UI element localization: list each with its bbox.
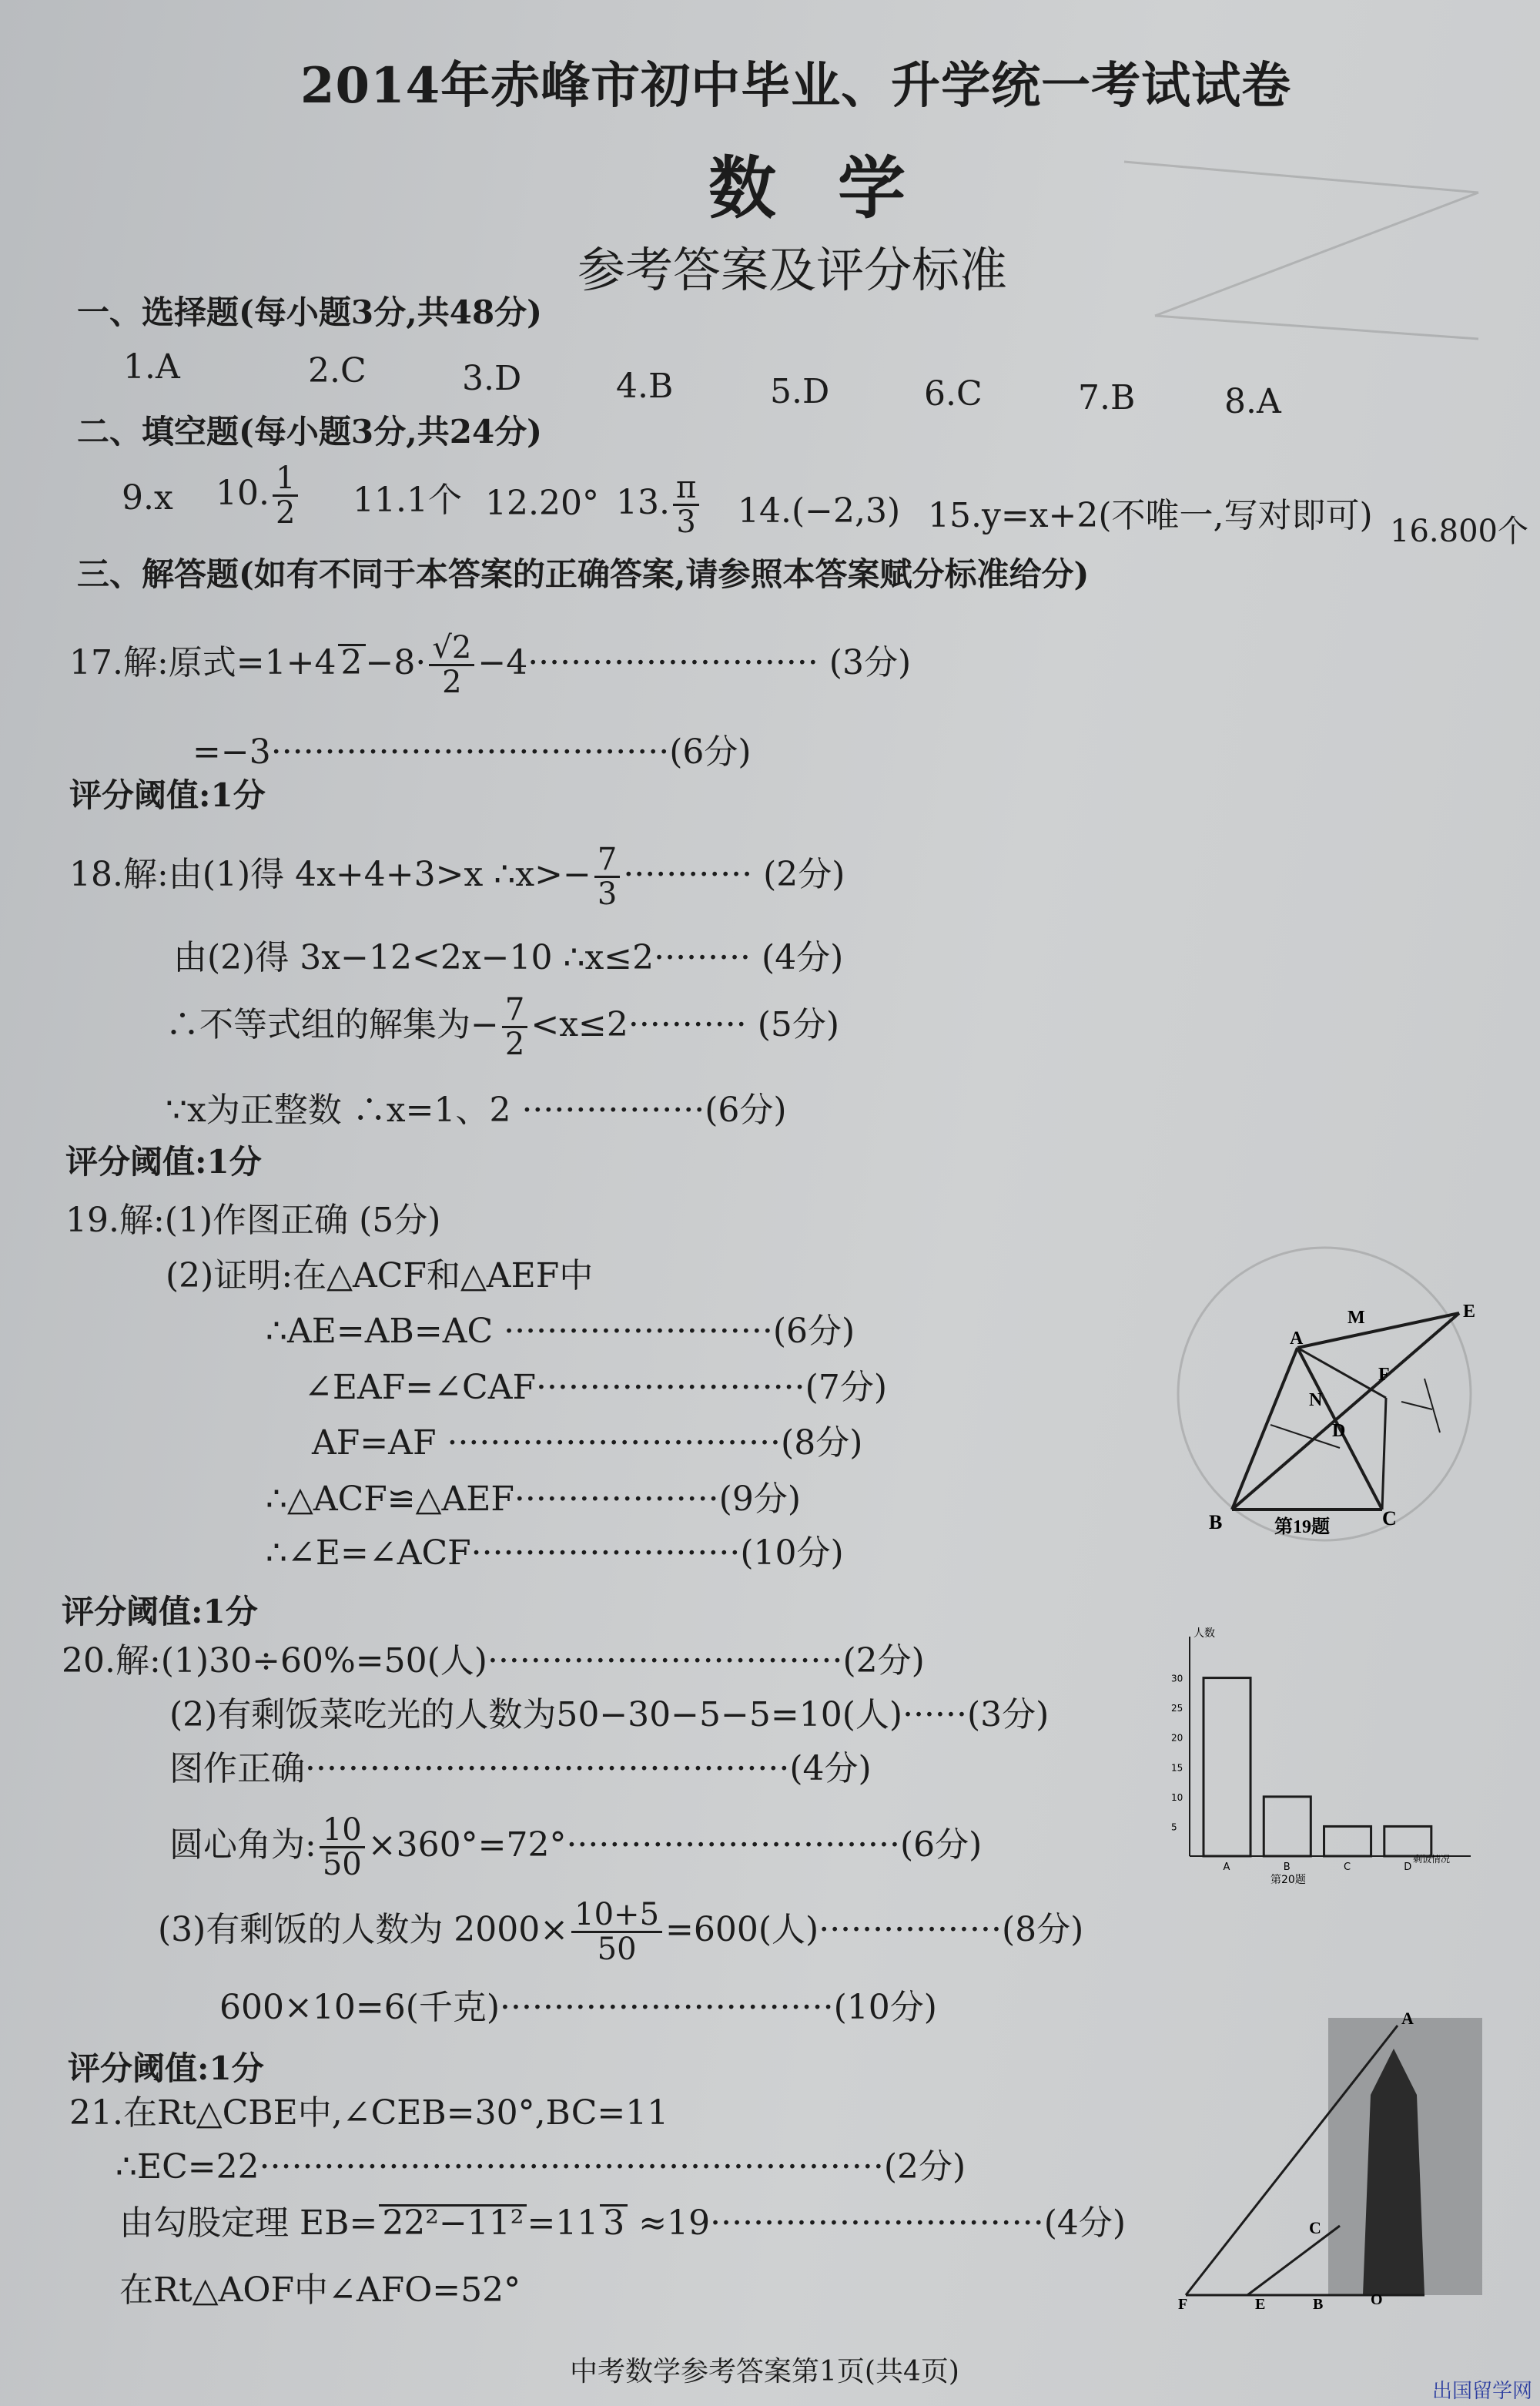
q18-threshold: 评分阈值:1分 xyxy=(65,1143,262,1181)
chart-y-tick-label: 25 xyxy=(1171,1703,1183,1714)
fraction xyxy=(502,994,527,1061)
q18-line2: 由(2)得 3x−12<2x−10 ∴x≤2········· (4分) xyxy=(173,938,844,977)
fraction-numerator: 1 xyxy=(273,462,298,497)
fig21-label-e: E xyxy=(1255,2296,1266,2313)
fraction-denominator: 3 xyxy=(597,876,618,912)
chart-bar xyxy=(1324,1826,1371,1856)
fill-answer-16: 16.800个 xyxy=(1390,514,1528,549)
q19-threshold: 评分阈值:1分 xyxy=(62,1593,258,1630)
chart-x-tick-label: D xyxy=(1404,1861,1412,1873)
fraction-denominator: 50 xyxy=(322,1847,362,1882)
fraction-numerator: 10 xyxy=(320,1814,365,1848)
q20-line5 xyxy=(158,1898,1083,1965)
fill-answer-11: 11.1个 xyxy=(353,481,462,520)
fig19-label-d: D xyxy=(1332,1421,1346,1441)
fig21-label-b: B xyxy=(1313,2296,1324,2313)
q18-line1 xyxy=(69,843,845,910)
page-title: 2014年赤峰市初中毕业、升学统一考试试卷 xyxy=(300,57,1292,115)
fig21-label-c: C xyxy=(1309,2218,1321,2237)
chart-x-tick-label: C xyxy=(1344,1861,1351,1873)
fraction-denominator: 3 xyxy=(676,504,696,540)
q20-text: (3)有剩饭的人数为 2000× xyxy=(158,1910,569,1949)
fill-answer-13-prefix: 13. xyxy=(616,483,670,522)
subject-title: 数学 xyxy=(708,148,968,228)
q19-geometry-figure xyxy=(1209,1294,1532,1548)
q20-text: 圆心角为: xyxy=(169,1825,316,1865)
fill-answer-10-prefix: 10. xyxy=(216,474,270,513)
fill-answer-9: 9.x xyxy=(122,478,173,518)
sqrt-expression: 22²−11² xyxy=(379,2204,527,2240)
q20-line1: 20.解:(1)30÷60%=50(人)·································(2分) xyxy=(62,1641,925,1681)
choice-answer: 3.D xyxy=(462,359,522,398)
q18-line4: ∵x为正整数 ∴x=1、2 ·················(6分) xyxy=(166,1091,787,1130)
q21-line2: ∴EC=22··························································(2分) xyxy=(116,2147,966,2187)
q21-text: ≈19·······························(4分) xyxy=(628,2203,1127,2243)
fraction-denominator: 2 xyxy=(275,495,296,531)
q21-text: 由勾股定理 EB= xyxy=(119,2203,378,2243)
fill-answer-15: 15.y=x+2(不唯一,写对即可) xyxy=(928,496,1373,535)
choice-answer: 5.D xyxy=(770,372,830,411)
section-heading-choice: 一、选择题(每小题3分,共48分) xyxy=(77,293,543,331)
choice-answer: 7.B xyxy=(1078,378,1136,417)
fig19-label-m: M xyxy=(1348,1308,1365,1328)
fraction-numerator: π xyxy=(673,471,699,506)
page-footer: 中考数学参考答案第1页(共4页) xyxy=(570,2356,959,2388)
choice-answer: 2.C xyxy=(308,351,367,390)
chart-x-label: 剩饭情况 xyxy=(1413,1854,1451,1865)
fraction-numerator: 10+5 xyxy=(571,1898,662,1933)
fraction-numerator: 7 xyxy=(594,843,620,878)
fraction xyxy=(571,1898,662,1965)
section-heading-solve: 三、解答题(如有不同于本答案的正确答案,请参照本答案赋分标准给分) xyxy=(77,555,1090,593)
ghost-figure xyxy=(1109,116,1509,362)
chart-y-tick-label: 10 xyxy=(1171,1791,1183,1803)
q21-line1: 21.在Rt△CBE中,∠CEB=30°,BC=11 xyxy=(69,2093,669,2133)
q20-text: ×360°=72°·······························(6分) xyxy=(367,1825,983,1865)
q17-line1 xyxy=(69,632,911,699)
chart-x-tick-label: B xyxy=(1283,1861,1291,1873)
q18-text: 18.解:由(1)得 4x+4+3>x ∴x>− xyxy=(69,855,591,894)
fraction xyxy=(320,1814,365,1881)
fill-answer-13 xyxy=(616,471,702,538)
q19-line4: ∠EAF=∠CAF·························(7分) xyxy=(304,1368,887,1407)
q18-text: ············ (2分) xyxy=(623,855,845,894)
q18-text: <x≤2··········· (5分) xyxy=(531,1005,840,1044)
q20-threshold: 评分阈值:1分 xyxy=(68,2049,264,2087)
q20-line6: 600×10=6(千克)·······························(10分) xyxy=(219,1988,937,2027)
q17-text: −4··························· (3分) xyxy=(477,643,912,682)
q18-text: ∴不等式组的解集为− xyxy=(166,1005,499,1044)
chart-bar xyxy=(1204,1678,1250,1856)
chart-bar xyxy=(1264,1797,1311,1856)
fig21-label-o: O xyxy=(1371,2291,1383,2308)
q19-line6: ∴△ACF≌△AEF···················(9分) xyxy=(266,1479,801,1519)
q19-line2: (2)证明:在△ACF和△AEF中 xyxy=(166,1256,594,1295)
sqrt-expression: 2 xyxy=(338,644,366,680)
q19-line1: 19.解:(1)作图正确 (5分) xyxy=(65,1201,441,1240)
chart-caption: 第20题 xyxy=(1270,1874,1306,1886)
chart-y-tick-label: 5 xyxy=(1171,1821,1177,1833)
choice-answer: 4.B xyxy=(616,367,674,406)
fill-answer-14: 14.(−2,3) xyxy=(738,491,901,531)
q20-line4 xyxy=(169,1814,982,1881)
q17-line2: =−3·····································(6分) xyxy=(192,732,752,772)
fill-answer-12: 12.20° xyxy=(485,484,599,523)
q20-text: =600(人)·················(8分) xyxy=(665,1910,1084,1949)
sqrt-expression: 3 xyxy=(600,2204,628,2240)
chart-bar xyxy=(1384,1826,1431,1856)
q20-bar-chart xyxy=(1155,1625,1486,1886)
fig19-caption: 第19题 xyxy=(1274,1517,1330,1537)
choice-answer: 6.C xyxy=(924,374,983,414)
q17-threshold: 评分阈值:1分 xyxy=(69,776,266,814)
q21-line3 xyxy=(119,2203,1127,2243)
fraction-denominator: 2 xyxy=(442,665,462,700)
q21-tower-figure xyxy=(1170,2002,1494,2313)
q18-line3 xyxy=(166,994,839,1061)
page-subtitle: 参考答案及评分标准 xyxy=(578,242,1008,298)
q21-line4: 在Rt△AOF中∠AFO=52° xyxy=(119,2270,521,2310)
fraction-numerator: √2 xyxy=(429,632,474,666)
site-watermark: 出国留学网 xyxy=(1432,2380,1533,2403)
q19-line3: ∴AE=AB=AC ·························(6分) xyxy=(266,1312,855,1351)
fig19-label-f: F xyxy=(1378,1365,1390,1385)
fig19-label-e: E xyxy=(1463,1302,1476,1322)
q20-line2: (2)有剩饭菜吃光的人数为50−30−5−5=10(人)······(3分) xyxy=(169,1695,1050,1734)
fraction xyxy=(273,462,298,529)
q17-text: 17.解:原式=1+4 xyxy=(69,643,336,682)
fraction xyxy=(673,471,699,538)
q17-text: −8· xyxy=(365,643,427,682)
fig19-label-n: N xyxy=(1309,1390,1323,1410)
fraction-denominator: 2 xyxy=(504,1027,525,1062)
choice-answer: 1.A xyxy=(123,347,180,387)
q19-line5: AF=AF ·······························(8分) xyxy=(312,1423,863,1463)
choice-answer: 8.A xyxy=(1224,382,1281,421)
fig19-label-b: B xyxy=(1209,1511,1223,1533)
chart-y-tick-label: 20 xyxy=(1171,1732,1183,1744)
fig21-label-f: F xyxy=(1178,2296,1188,2313)
fraction-denominator: 50 xyxy=(597,1932,637,1967)
q21-text: =11 xyxy=(527,2203,599,2243)
fill-answer-10 xyxy=(216,462,301,529)
fraction xyxy=(594,843,620,910)
fraction xyxy=(429,632,474,699)
section-heading-fill: 二、填空题(每小题3分,共24分) xyxy=(77,413,543,451)
chart-y-tick-label: 30 xyxy=(1171,1673,1183,1684)
fig21-label-a: A xyxy=(1401,2009,1414,2028)
chart-x-tick-label: A xyxy=(1223,1861,1230,1873)
chart-y-tick-label: 15 xyxy=(1171,1762,1183,1774)
fraction-numerator: 7 xyxy=(502,994,527,1028)
fig19-label-c: C xyxy=(1382,1507,1397,1530)
fig19-label-a: A xyxy=(1290,1329,1304,1349)
chart-y-label: 人数 xyxy=(1194,1627,1215,1640)
q20-line3: 图作正确·············································(4分) xyxy=(169,1749,872,1788)
q19-line7: ∴∠E=∠ACF·························(10分) xyxy=(266,1533,844,1573)
